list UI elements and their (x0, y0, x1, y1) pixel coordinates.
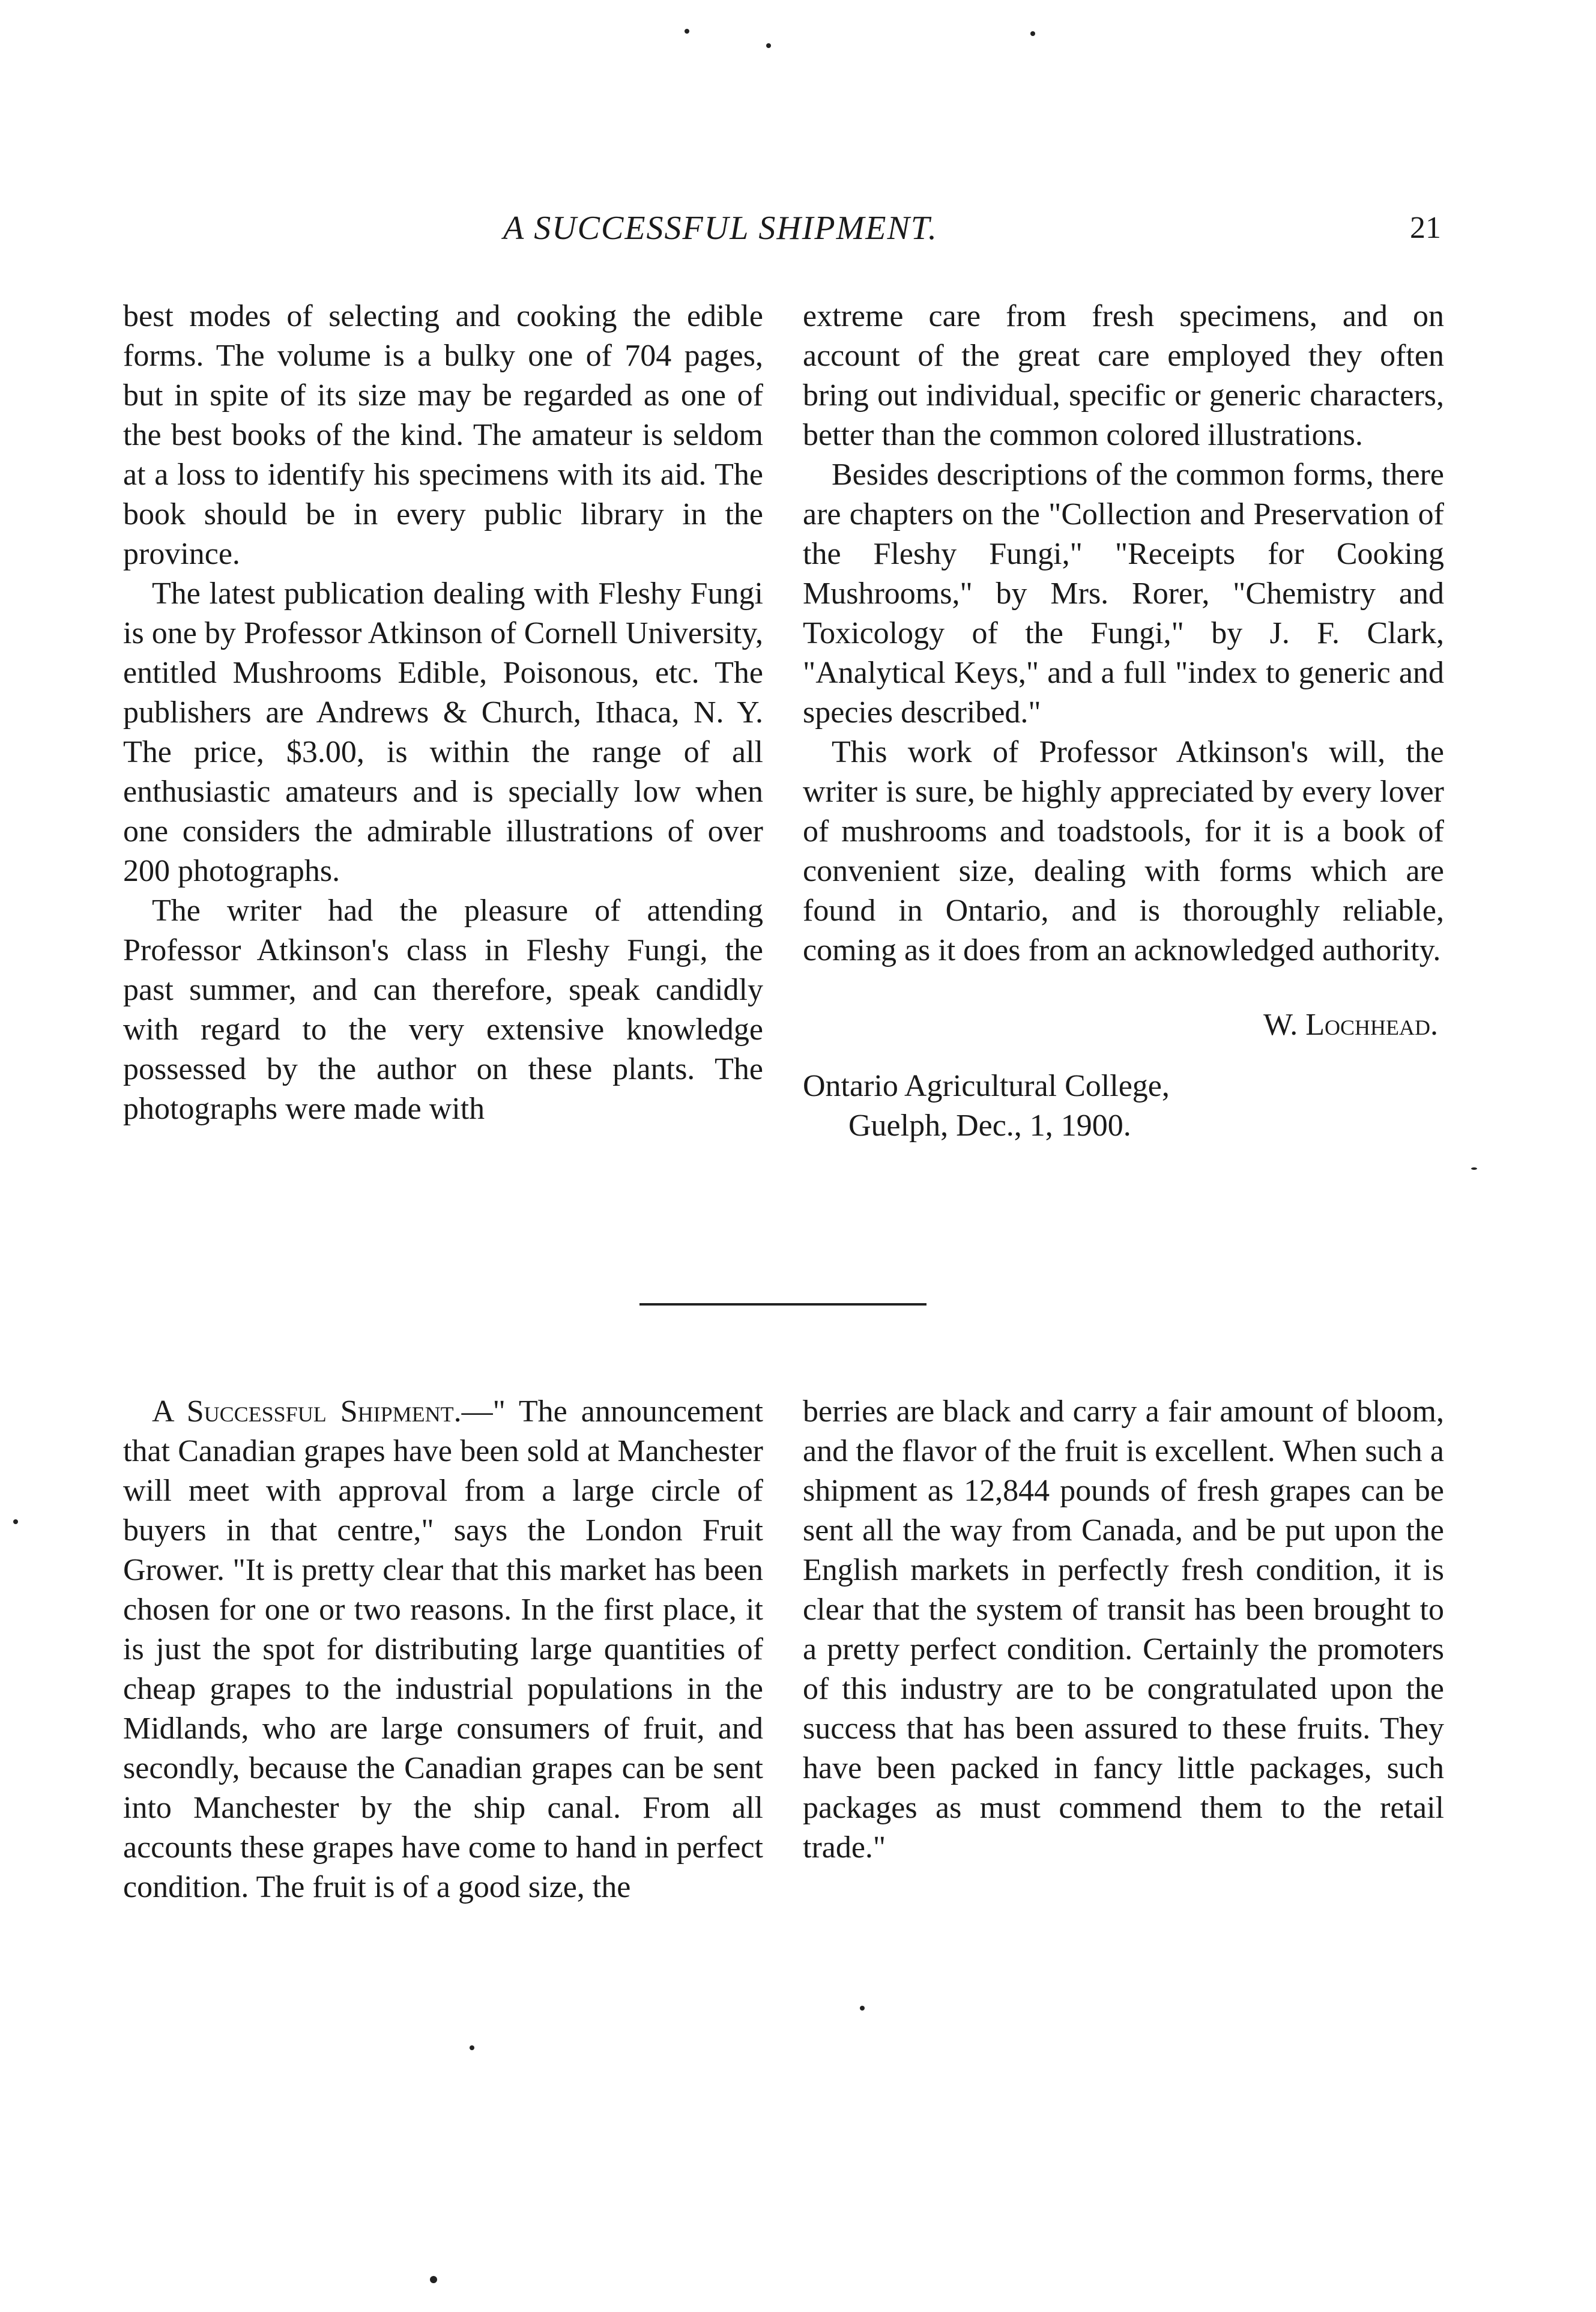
page-speck (1030, 31, 1035, 36)
review-left-column (123, 297, 763, 1129)
review-paragraph: Besides descriptions of the common forms, there are chapters on the "Collection and Preservation of the Fleshy Fungi," "Receipts for Cooking Mushrooms," by Mrs. Rorer, "Chemistry and Toxicology of the Fungi," by J. F. Clark, "Analytical Keys," and a full "index to generic and species described." (803, 458, 1444, 730)
article-lead: A Successful Shipment. (152, 1394, 462, 1429)
dateline-date: Guelph, Dec., 1, 1900. (848, 1109, 1131, 1143)
shipment-left-column (123, 1392, 763, 1907)
review-paragraph: extreme care from fresh specimens, and on account of the great care employed they often bring out individual, specific or generic characters, better than the common colored illustrations. (803, 299, 1444, 452)
page-speck (685, 29, 689, 34)
review-paragraph: best modes of selecting and cooking the edible forms. The volume is a bulky one of 704 pages, but in spite of its size may be regarded as one of the best books of the kind. The amateur is seldom at a loss to identify his specimens with its aid. The book should be in every public library in the province. (123, 299, 763, 571)
review-paragraph: The latest publication dealing with Fleshy Fungi is one by Professor Atkinson of Cornell University, entitled Mushrooms Edible, Poisonous, etc. The publishers are Andrews & Church, Ithaca, N. Y. The price, $3.00, is within the range of all enthusiastic amateurs and is specially low when one considers the admirable illustrations of over 200 photographs. (123, 576, 763, 888)
running-title: A SUCCESSFUL SHIPMENT. (503, 210, 938, 247)
page-speck (766, 43, 771, 48)
page-number: 21 (1410, 211, 1441, 245)
shipment-right-column (803, 1392, 1444, 1868)
dateline-place: Ontario Agricultural College, (803, 1069, 1170, 1103)
page-speck (430, 2276, 437, 2283)
section-divider (639, 1303, 926, 1306)
page-speck (470, 2045, 474, 2050)
page-speck (13, 1519, 18, 1524)
shipment-text: —" The announcement that Canadian grapes have been sold at Manchester will meet with approval from a large circle of buyers in that centre," says the London Fruit Grower. "It is pretty clear that this market has been chosen for one or two reasons. In the first place, it is just the spot for distributing large quantities of cheap grapes to the industrial populations in the Midlands, who are large consumers of fruit, and secondly, because the Canadian grapes can be sent into Manchester by the ship canal. From all accounts these grapes have come to hand in perfect condition. The fruit is of a good size, the (123, 1394, 763, 1904)
running-head (0, 209, 1596, 257)
author-name: W. Lochhead. (1263, 1008, 1438, 1042)
author-signature (803, 1005, 1444, 1045)
review-paragraph: This work of Professor Atkinson's will, the writer is sure, be highly appreciated by every lover of mushrooms and toadstools, for it is a book of convenient size, dealing with forms which are found in Ontario, and is thoroughly reliable, coming as it does from an acknowledged authority. (803, 735, 1444, 967)
shipment-paragraph (123, 1392, 763, 1907)
page-speck (860, 2006, 865, 2011)
page-speck (1471, 1167, 1477, 1170)
review-paragraph: The writer had the pleasure of attending Professor Atkinson's class in Fleshy Fungi, the past summer, and can therefore, speak candidly with regard to the very extensive knowledge possessed by the author on these plants. The photographs were made with (123, 894, 763, 1126)
shipment-paragraph: berries are black and carry a fair amount of bloom, and the flavor of the fruit is excellent. When such a shipment as 12,844 pounds of fresh grapes can be sent all the way from Canada, and be put upon the English markets in perfectly fresh condition, it is clear that the system of transit has been brought to a pretty perfect condition. Certainly the promoters of this industry are to be congratulated upon the success that has been assured to these fruits. They have been packed in fancy little packages, such packages as must commend them to the retail trade." (803, 1394, 1444, 1865)
review-right-column (803, 297, 1444, 1146)
